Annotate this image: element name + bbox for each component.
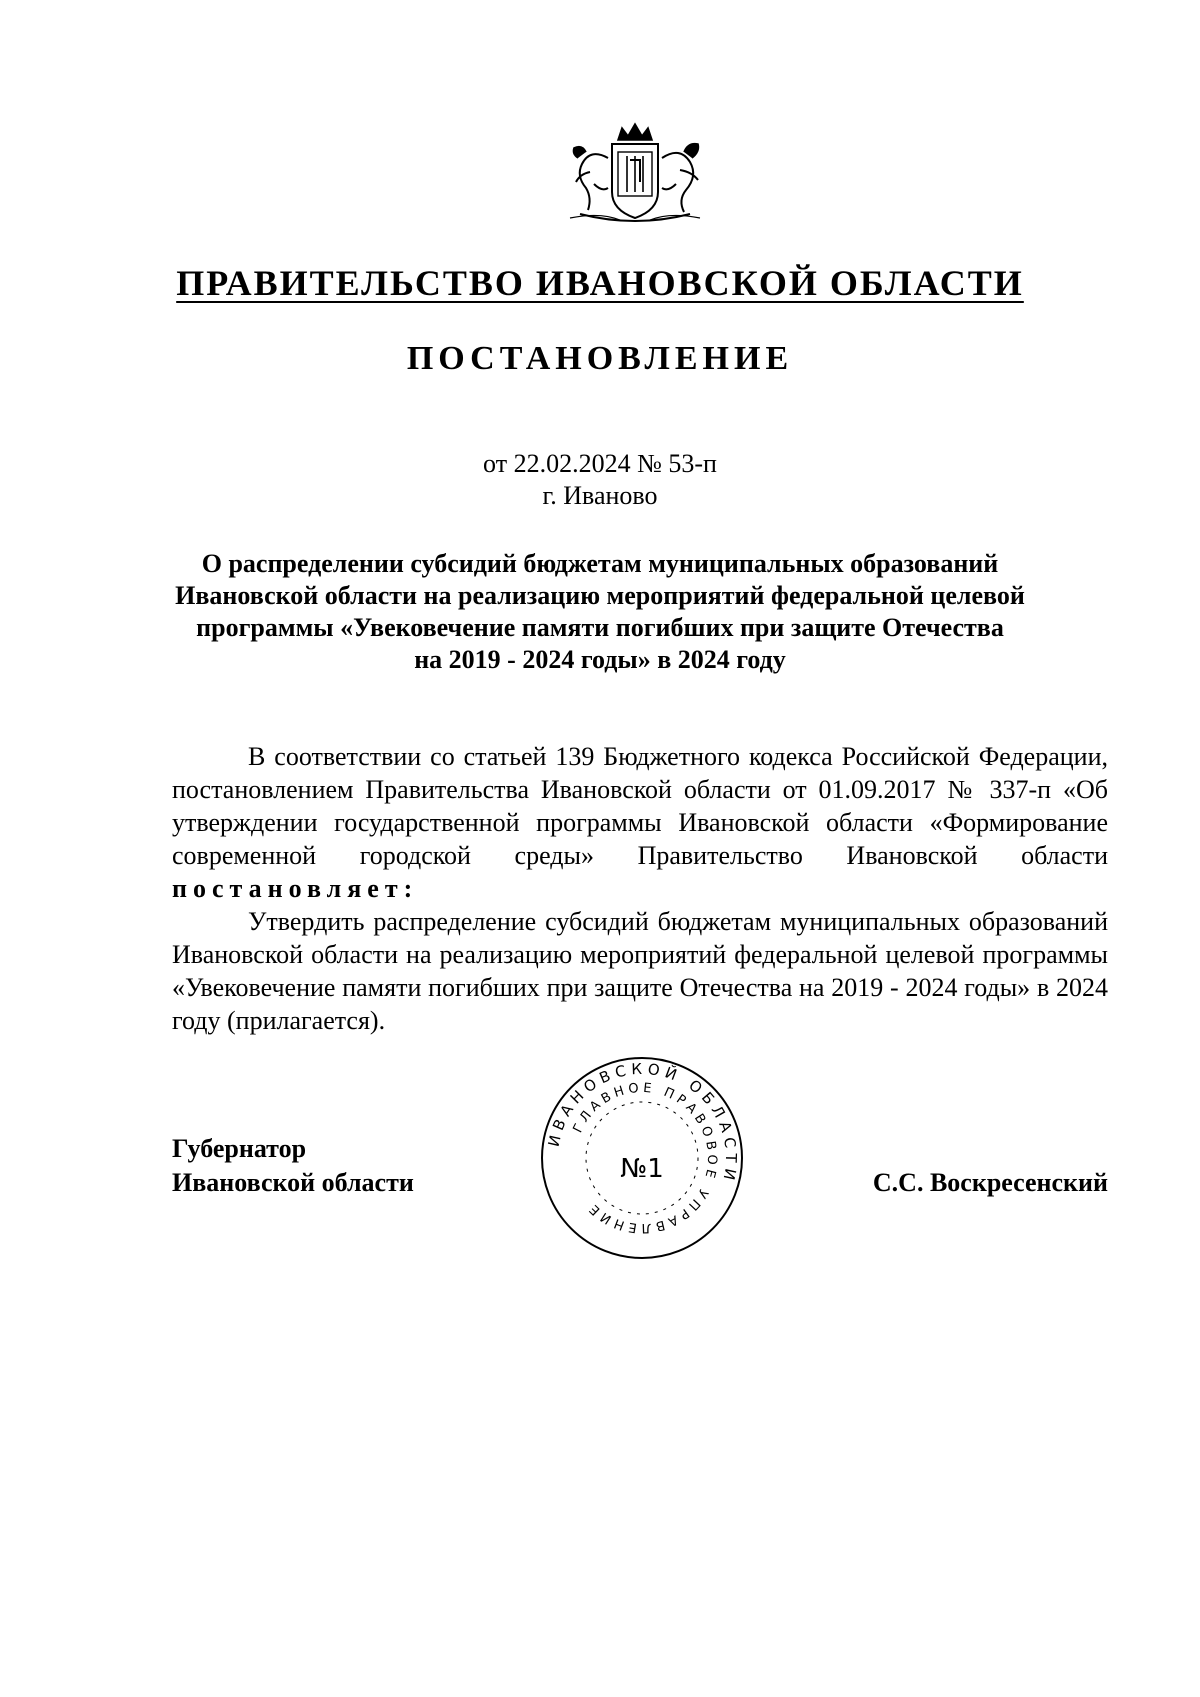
subject-line: программы «Увековечение памяти погибших при защите Отечества — [196, 613, 1004, 642]
paragraph-text: В соответствии со статьей 139 Бюджетного кодекса Российской Федерации, постановлением Правительства Ивановской области от 01.09.2017 № 337-п «Об утверждении государственной программы Ивановской области «Формирование современной городской среды» Правительство Ивановской области — [172, 742, 1108, 870]
resolution-keyword: постановляет: — [172, 874, 419, 903]
date-number: от 22.02.2024 № 53-п — [483, 449, 717, 478]
official-stamp-icon — [537, 1053, 747, 1263]
body-paragraph — [172, 740, 1108, 905]
body-paragraph: Утвердить распределение субсидий бюджетам муниципальных образований Ивановской области на реализацию мероприятий федеральной целевой программы «Увековечение памяти погибших при защите Отечества на 2019 - 2024 годы» в 2024 году (прилагается). — [172, 907, 1108, 1035]
subject-line: Ивановской области на реализацию мероприятий федеральной целевой — [175, 581, 1025, 610]
stamp-inner-text: ГЛАВНОЕ ПРАВОВОЕ УПРАВЛЕНИЕ — [570, 1080, 720, 1236]
document-meta — [0, 448, 1200, 512]
signatory-position — [172, 1132, 414, 1200]
stamp-outer-text: ИВАНОВСКОЙ ОБЛАСТИ — [544, 1059, 741, 1187]
position-line: Ивановской области — [172, 1168, 414, 1197]
signatory-name: С.С. Воскресенский — [872, 1168, 1108, 1197]
city: г. Иваново — [542, 481, 658, 510]
document-type: ПОСТАНОВЛЕНИЕ — [406, 340, 794, 377]
subject-line: на 2019 - 2024 годы» в 2024 году — [414, 645, 786, 674]
document-body — [172, 740, 1108, 1037]
subject-line: О распределении субсидий бюджетам муниципальных образований — [201, 549, 999, 578]
government-title: ПРАВИТЕЛЬСТВО ИВАНОВСКОЙ ОБЛАСТИ — [176, 263, 1024, 303]
stamp-number: №1 — [620, 1154, 664, 1184]
document-subject — [170, 548, 1030, 676]
position-line: Губернатор — [172, 1134, 307, 1163]
coat-of-arms-icon — [560, 118, 710, 224]
